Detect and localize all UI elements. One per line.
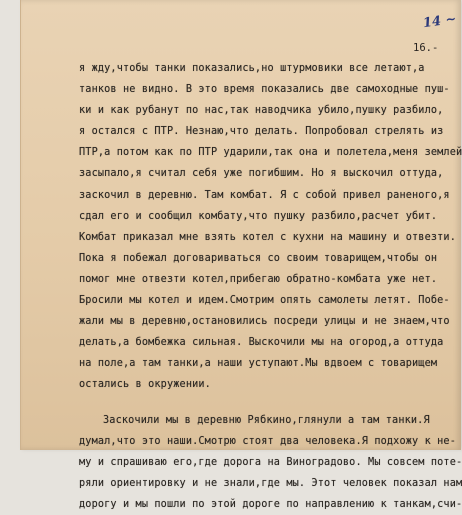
text-line: танков не видно. В это время показались две самоходные пуш- bbox=[79, 84, 450, 96]
text-line: му и спрашиваю его,где дорога на Виноградово. Мы совсем поте- bbox=[79, 456, 462, 468]
text-line: Бросили мы котел и идем.Смотрим опять самолеты летят. Побе- bbox=[79, 295, 450, 307]
text-line: Пока я побежал договариваться со своим товарищем,чтобы он bbox=[79, 252, 438, 264]
paragraph-2 bbox=[79, 410, 462, 515]
text-line: дорогу и мы пошли по этой дороге по направлению к танкам,счи- bbox=[79, 498, 462, 510]
text-line: жали мы в деревню,остановились посреди улицы и не знаем,что bbox=[79, 316, 450, 328]
text-line: ПТР,а потом как по ПТР ударили,так она и полетела,меня землей bbox=[79, 147, 462, 159]
text-line: заскочил в деревню. Там комбат. Я с собой привел раненого,я bbox=[79, 189, 450, 201]
text-line: Комбат приказал мне взять котел с кухни на машину и отвезти. bbox=[79, 231, 457, 243]
page-number: 16.- bbox=[413, 42, 439, 54]
typewritten-text bbox=[79, 58, 462, 515]
text-line: я жду,чтобы танки показались,но штурмовики все летают,а bbox=[79, 63, 425, 74]
text-line: остались в окружении. bbox=[79, 379, 211, 391]
text-line: сдал его и сообщил комбату,что пушку разбило,расчет убит. bbox=[79, 210, 438, 222]
text-line: ряли ориентировку и не знали,где мы. Этот человек показал нам bbox=[79, 477, 462, 489]
text-line: ки и как рубанут по нас,так наводчика убило,пушку разбило, bbox=[79, 105, 444, 117]
text-line: думал,что это наши.Смотрю стоят два человека.Я подхожу к не- bbox=[79, 435, 457, 447]
handwritten-page-annotation: 14 ~ bbox=[422, 11, 458, 32]
text-line: я остался с ПТР. Незнаю,что делать. Попробовал стрелять из bbox=[79, 126, 444, 138]
text-line: на поле,а там танки,а наши уступают.Мы вдвоем с товарищем bbox=[79, 358, 438, 370]
paragraph-1 bbox=[79, 58, 462, 396]
text-line: делать,а бомбежка сильная. Выскочили мы на огород,а оттуда bbox=[79, 337, 444, 349]
text-line: засыпало,я считал себя уже погибшим. Но я выскочил оттуда, bbox=[79, 168, 444, 180]
text-line: помог мне отвезти котел,прибегаю обратно-комбата уже нет. bbox=[79, 273, 438, 285]
document-page bbox=[20, 0, 462, 510]
text-line: Заскочили мы в деревню Рябкино,глянули а там танки.Я bbox=[103, 414, 430, 426]
paragraph-gap bbox=[79, 396, 451, 410]
